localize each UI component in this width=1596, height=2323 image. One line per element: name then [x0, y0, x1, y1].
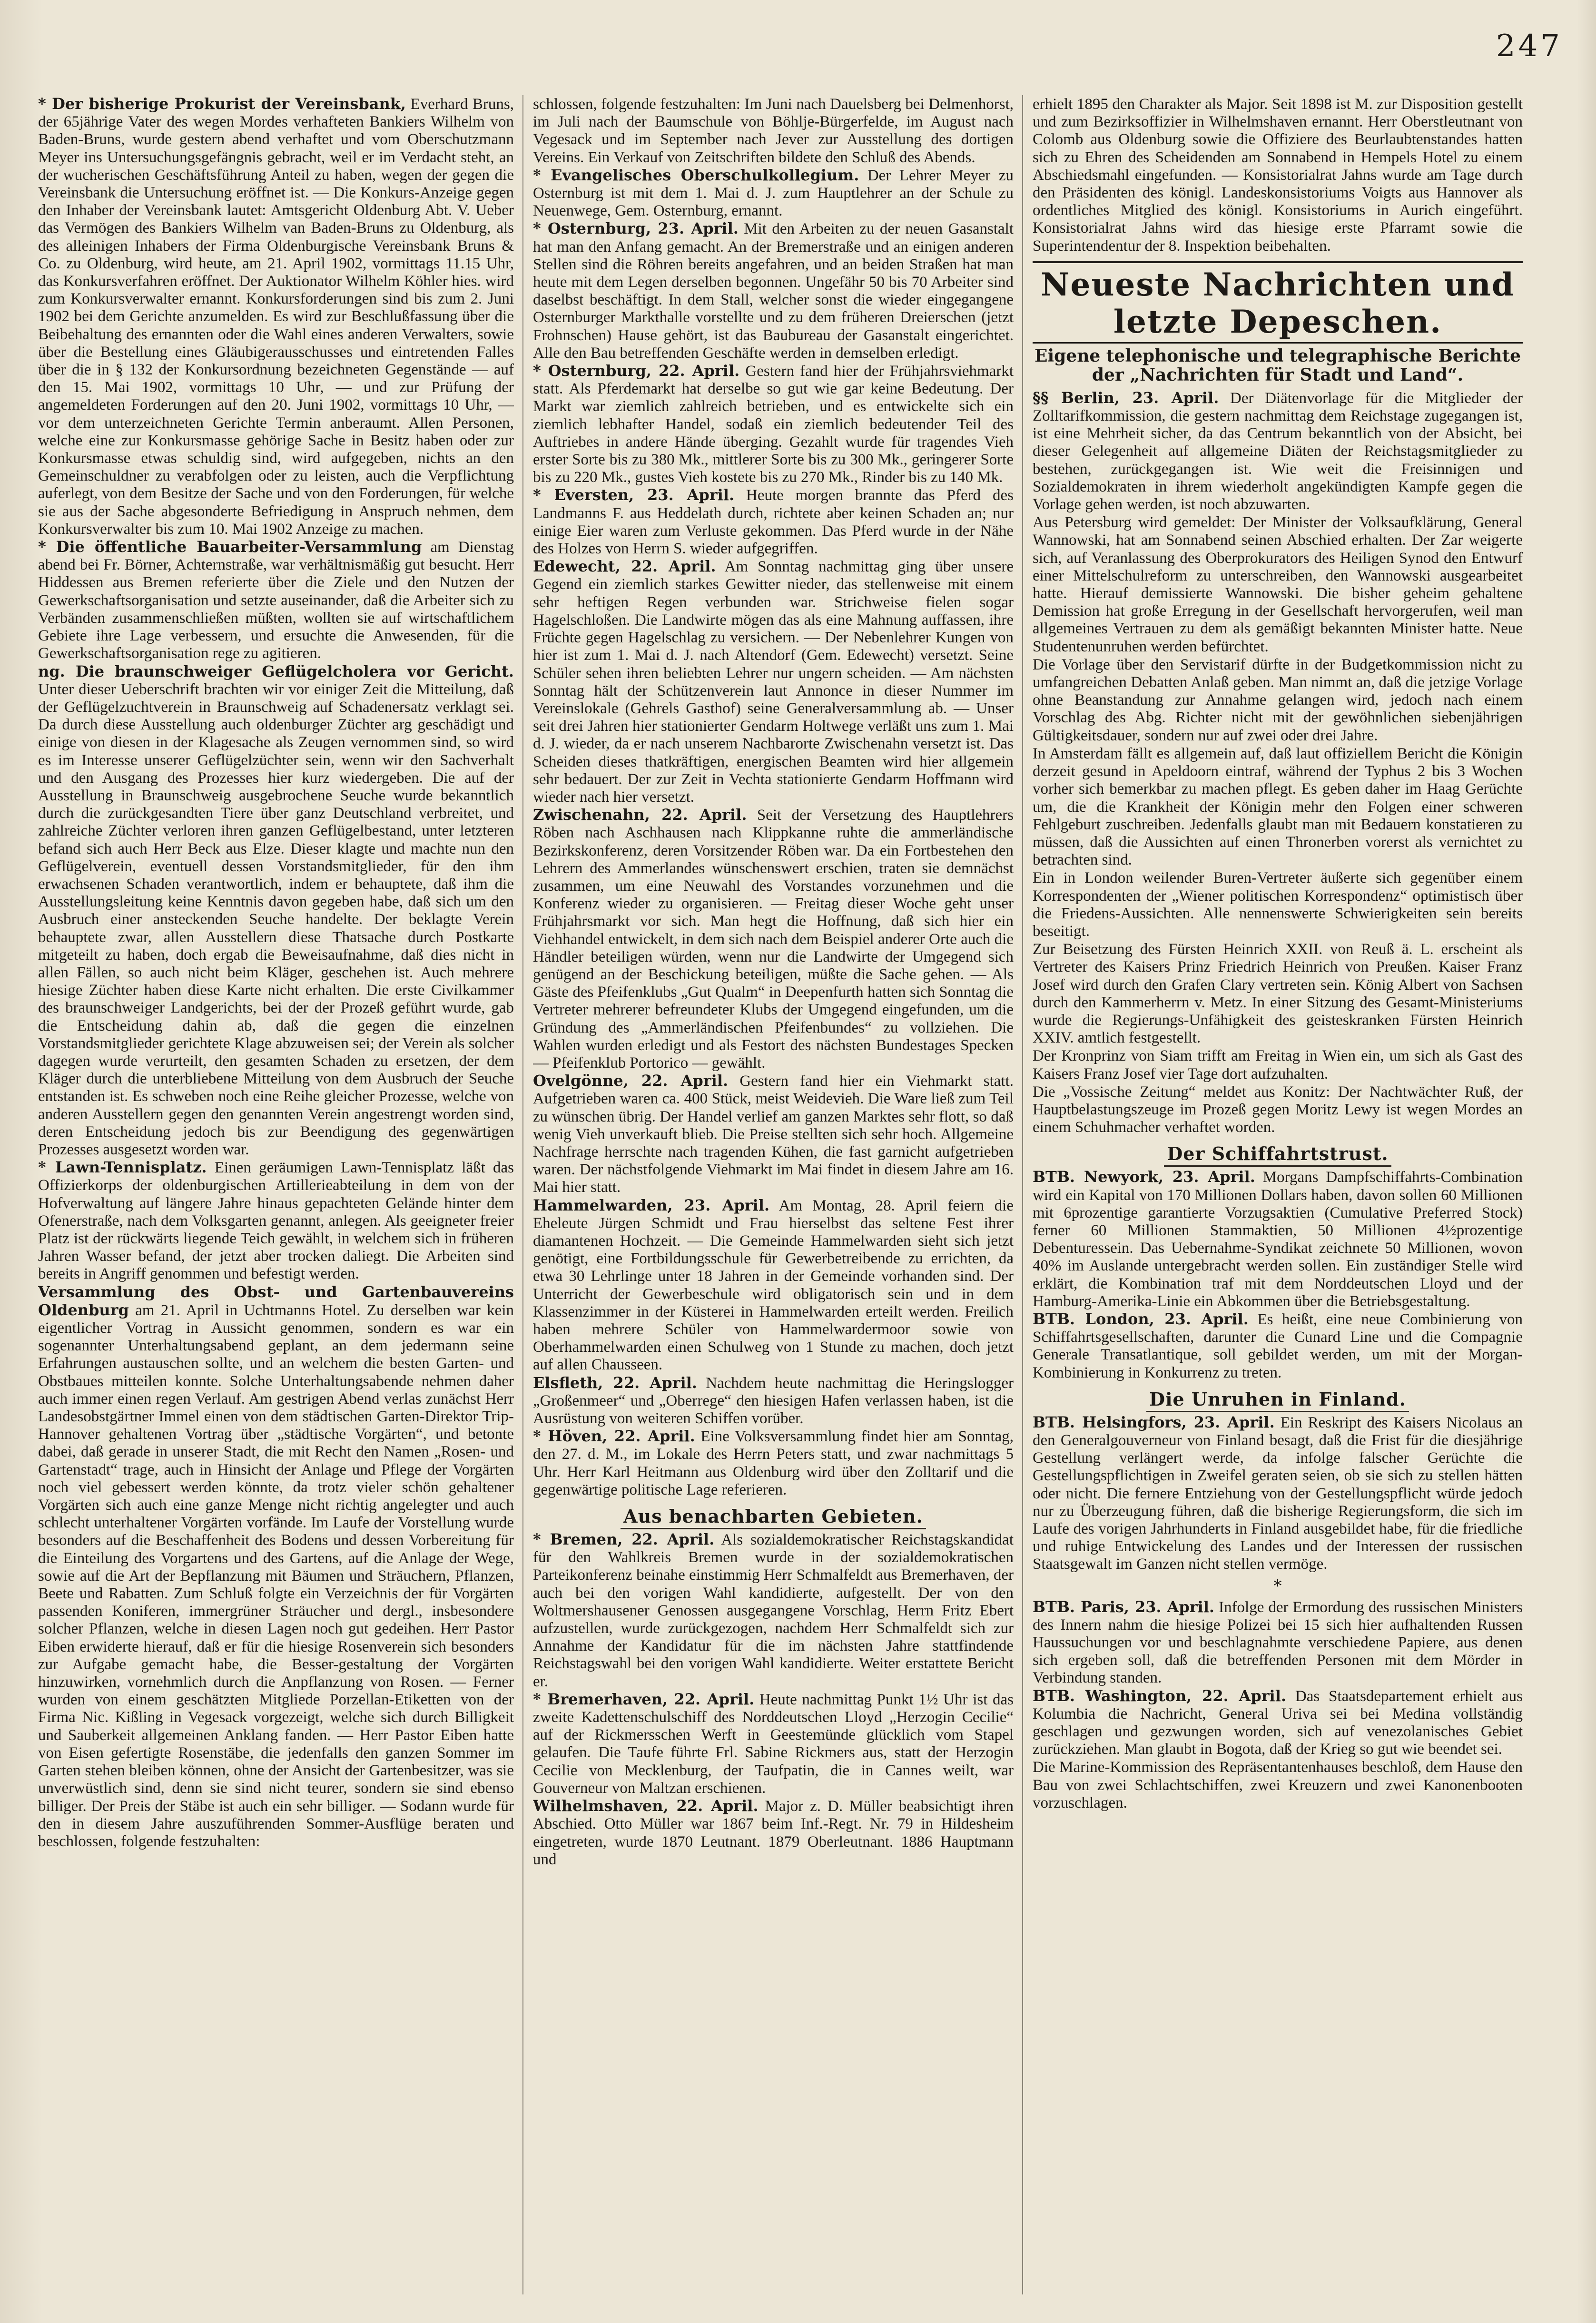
news-item	[1033, 1598, 1523, 1687]
article-head: Edewecht, 22. April.	[533, 557, 716, 576]
news-head: BTB. Paris, 23. April.	[1033, 1597, 1215, 1616]
news-text: Die Vorlage über den Servistarif dürfte in der Budgetkommission nicht zu umfangreichen Debatten Anlaß geben. Man nimmt an, daß die jetzige Vorlage ohne Beanstandung zur Annahme gelangen wird, jedoch nach einem Vorschlag des Abg. Richter nicht mit der gewöhnlichen siebenjährigen Gültigkeitsdauer, sondern nur auf zwei oder drei Jahre.	[1033, 656, 1523, 744]
news-item	[1033, 1414, 1523, 1574]
article-text: Gestern fand hier der Frühjahrsviehmarkt statt. Als Pferdemarkt hat derselbe so gut wie gar keine Bedeutung. Der Markt war ziemlich zahlreich betrieben, und es entwickelte sich ein ziemlich lebhafter Handel, sodaß ein ziemlich bedeutender Teil des Auftriebes in andere Hände überging. Gezahlt wurde für tragendes Vieh erster Sorte bis zu 380 Mk., mittlerer Sorte bis zu 300 Mk., geringerer Sorte bis zu 220 Mk., gustes Vieh kostete bis zu 270 Mk., Rinder bis zu 140 Mk.	[533, 363, 1014, 486]
news-item	[1033, 745, 1523, 869]
article	[38, 1159, 514, 1283]
article-text: Seit der Versetzung des Hauptlehrers Röben nach Aschhausen nach Klippkanne ruhte die ammerländische Bezirkskonferenz, deren Vorsitzender Röben war. Da ein Fortbestehen den Lehrern des Ammerlandes wünschenswert erschien, traten sie demnächst zusammen, um eine Neuwahl des Vorstandes vorzunehmen und die Konferenz wieder zu organisieren. — Freitag dieser Woche geht unser Frühjahrsmarkt vor sich. Man hegt die Hoffnung, daß sich hier ein Viehhandel entwickelt, in dem sich nach dem Beispiel anderer Orte auch die Händler beteiligen würden, wenn nur die Landwirte der Umgegend sich genügend an der Beschickung beteiligen, müßte die Sache gehen. — Als Gäste des Pfeifenklubs „Gut Qualm“ in Deepenfurth hatten sich Sonntag die Vertreter mehrerer befreundeter Klubs der Umgegend eingefunden, um die Gründung des „Ammerländischen Pfeifenbundes“ zu vollziehen. Die Wahlen wurden erledigt und als Festort des nächsten Bundestages Specken — Pfeifenklub Portorico — gewählt.	[533, 807, 1014, 1072]
news-item	[1033, 940, 1523, 1047]
news-item	[1033, 656, 1523, 745]
article-head: * Der bisherige Prokurist der Vereinsbank,	[38, 95, 406, 113]
news-text: Der Kronprinz von Siam trifft am Freitag in Wien ein, um sich als Gast des Kaisers Franz Josef vier Tage dort aufzuhalten.	[1033, 1047, 1523, 1083]
article-text: Als sozialdemokratischer Reichstagskandidat für den Wahlkreis Bremen wurde in der sozialdemokratischen Parteikonferenz beinahe einstimmig Herr Schmalfeldt aus Bremerhaven, der auch bei den vorigen Wahl kandidierte, aufgestellt. Der von den Woltmershausener Genossen ausgegangene Vorschlag, Herrn Fritz Ebert aufzustellen, wurde zurückgezogen, nachdem Herr Schmalfeldt sich zur Annahme der Kandidatur für die im nächsten Jahre stattfindende Reichstagswahl bei den vorigen Wahl kandidierte. Weiter erstattete Bericht er.	[533, 1531, 1014, 1690]
news-head: BTB. Helsingfors, 23. April.	[1033, 1413, 1275, 1431]
article	[533, 806, 1014, 1072]
article	[533, 1531, 1014, 1691]
news-head: BTB. Newyork, 23. April.	[1033, 1168, 1255, 1186]
article	[533, 167, 1014, 220]
news-head: BTB. London, 23. April.	[1033, 1309, 1249, 1328]
article-head: * Bremen, 22. April.	[533, 1530, 715, 1549]
article-text: Heute morgen brannte das Pferd des Landmanns F. aus Heddelath durch, richtete aber keinen Schaden an; nur einige Eier waren zum Verluste gekommen. Das Pferd wurde in der Nähe des Holzes von Herrn S. wieder aufgegriffen.	[533, 487, 1014, 558]
news-text: Aus Petersburg wird gemeldet: Der Minister der Volksaufklärung, General Wannowski, hat am Sonnabend seinen Abschied erhalten. Der Zar weigerte sich, auf Veranlassung des Oberprokurators des Heiligen Synod den Entwurf einer Mittelschulreform zu unterschreiben, den Wannowski ausgearbeitet hatte. Hierauf demissierte Wannowski. Die bisher geheim gehaltene Demission hat große Erregung in der Gesellschaft hervorgerufen, weil man allgemeines Vertrauen zu dem als gemäßigt bekannten Minister hatte. Neue Studentenunruhen werden befürchtet.	[1033, 514, 1523, 655]
news-text: Es heißt, eine neue Combinierung von Schiffahrtsgesellschaften, darunter die Cunard Line und die Compagnie Generale Transatlantique, soll gebildet werden, um mit der Morgan-Kombinierung in Konkurrenz zu treten.	[1033, 1310, 1523, 1381]
article	[533, 220, 1014, 362]
news-text: Ein in London weilender Buren-Vertreter äußerte sich gegenüber einem Korrespondenten der „Wiener politischen Korrespondenz“ optimistisch über die Friedens-Aussichten. Alle nennenswerte Schwierigkeiten sein bereits beseitigt.	[1033, 869, 1523, 940]
separator-asterisk: *	[1273, 1576, 1282, 1595]
article-text: Einen geräumigen Lawn-Tennisplatz läßt das Offizierkorps der oldenburgischen Artillerieabteilung in dem von der Hofverwaltung auf längere Jahre hinaus gepachteten Gelände hinter dem Ofenerstraße, nach dem Volksgarten genannt, anlegen. Als geeigneter freier Platz ist der rückwärts liegende Teich gewählt, in welchem sich in früheren Jahren Wasser befand, der jetzt aber trocken daliegt. Die Arbeiten sind bereits in Angriff genommen und befestigt werden.	[38, 1159, 514, 1283]
article-text: Everhard Bruns, der 65jährige Vater des wegen Mordes verhafteten Bankiers Wilhelm von Baden-Bruns, wurde gestern abend verhaftet und vom Oberschutzmann Meyer ins Untersuchungsgefängnis gebracht, weil er im Verdacht steht, an der wucherischen Geschäftsführung Anteil zu haben, wegen der gegen die Vereinsbank die Untersuchung eröffnet ist. — Die Konkurs-Anzeige gegen den Inhaber der Vereinsbank lautet: Amtsgericht Oldenburg Abt. V. Ueber das Vermögen des Bankiers Wilhelm van Baden-Bruns zu Oldenburg, als des alleinigen Inhabers der Firma Oldenburgische Vereinsbank Bruns & Co. zu Oldenburg, wird heute, am 21. April 1902, vormittags 11.15 Uhr, das Konkursverfahren eröffnet. Der Auktionator Wilhelm Köhler hies. wird zum Konkursverwalter ernannt. Konkursforderungen sind bis zum 2. Juni 1902 bei dem Gerichte anzumelden. Es wird zur Beschlußfassung über die Beibehaltung des ernannten oder die Wahl eines anderen Verwalters, sowie über die Bestellung eines Gläubigerausschusses und eintretenden Falles über die in § 132 der Konkursordnung bezeichneten Gegenstände — auf den 15. Mai 1902, vormittags 10 Uhr, — und zur Prüfung der angemeldeten Forderungen auf den 20. Juni 1902, vormittags 10 Uhr, — vor dem unterzeichneten Gerichte Termin anberaumt. Allen Personen, welche eine zur Konkursmasse gehörige Sache in Besitz haben oder zur Konkursmasse etwas schuldig sind, wird aufgegeben, nichts an den Gemeinschuldner zu verabfolgen oder zu leisten, auch die Verpflichtung auferlegt, von dem Besitze der Sache und von den Forderungen, für welche sie aus der Sache abgesonderte Befriedigung in Anspruch nehmen, dem Konkursverwalter bis zum 10. Mai 1902 Anzeige zu machen.	[38, 96, 514, 538]
article	[533, 362, 1014, 486]
column-1	[38, 95, 514, 2294]
article	[533, 486, 1014, 558]
page-edge-shading	[1577, 0, 1596, 2323]
article-head: Ovelgönne, 22. April.	[533, 1072, 729, 1090]
news-item	[1033, 869, 1523, 940]
banner-latest-news: Neueste Nachrichten und letzte Depeschen.	[1033, 261, 1523, 344]
article-head: Wilhelmshaven, 22. April.	[533, 1797, 759, 1815]
article	[38, 1283, 514, 1851]
article-head: * Die öffentliche Bauarbeiter-Versammlung	[38, 538, 422, 556]
article-text: Eine Volksversammlung findet hier am Sonntag, den 27. d. M., im Lokale des Herrn Peters statt, und zwar nachmittags 5 Uhr. Herr Karl Heitmann aus Oldenburg wird über den Zolltarif und die gegenwärtige politische Lage referieren.	[533, 1428, 1014, 1498]
article-head: Versammlung des Obst- und Gartenbauvereins Oldenburg	[38, 1282, 514, 1319]
article-text: Unter dieser Ueberschrift brachten wir vor einiger Zeit die Mitteilung, daß der Geflügelzuchtverein in Braunschweig auf Schadenersatz verklagt sei. Da durch diese Ausstellung auch oldenburger Züchter arg geschädigt und einige von diesen in der Klagesache als Zeugen vernommen sind, so wird es im Interesse unserer Geflügelzüchter sein, wenn wir den Sachverhalt und den Ausgang des Prozesses hier kurz wiedergeben. Die auf der Ausstellung in Braunschweig ausgebrochene Seuche wurde bekanntlich durch die zurückgesandten Tiere über ganz Deutschland verbreitet, und zahlreiche Züchter verloren ihren ganzen Geflügelbestand, unter letzteren befand sich auch Herr Beck aus Elze. Dieser klagte und machte nun den Geflügelverein, eventuell dessen Vorstandsmitglieder, für den ihm erwachsenen Schaden verantwortlich, indem er behauptete, daß ihm die Ausstellungsleitung keine Kenntnis davon gegeben habe, daß sich um den Ausbruch einer ansteckenden Seuche handelte. Der beklagte Verein behauptete zwar, allen Ausstellern diese Thatsache durch Postkarte mitgeteilt zu haben, doch ergab die Beweisaufnahme, daß dies nicht in allen Fällen, so auch nicht beim Kläger, geschehen ist. Auch mehrere hiesige Züchter haben diese Karte nicht erhalten. Die erste Civilkammer des braunschweiger Landgerichts, bei der der Prozeß geführt wurde, gab die Entscheidung dahin ab, daß die gegen die einzelnen Vorstandsmitglieder gerichtete Klage abzuweisen sei; der Verein als solcher dagegen wurde verurteilt, den gesamten Schaden zu ersetzen, der dem Kläger durch die unterbliebene Mitteilung von dem Ausbruch der Seuche entstanden ist. Es schweben noch eine Reihe gleicher Prozesse, welche von anderen Ausstellern gegen den genannten Verein angestrengt worden sind, deren Entscheidung jedoch bis zur Beendigung des gegenwärtigen Prozesses ausgesetzt worden war.	[38, 680, 514, 1158]
article-text: am 21. April in Uchtmanns Hotel. Zu derselben war kein eigentlicher Vortrag in Aussicht genommen, sondern es war ein sogenannter Unterhaltungsabend geplant, an dem jedermann seine Erfahrungen austauschen sollte, und an welchem die besten Garten- und Obstbaues mitteilen konnte. Solche Unterhaltungsabende nehmen daher auch immer einen regen Verlauf. Am gestrigen Abend verlas zunächst Herr Landesobstgärtner Immel einen von dem städtischen Garten-Direktor Trip-Hannover gehaltenen Vortrag über „städtische Vorgärten“, und betonte dabei, daß gerade in unserer Stadt, die mit Recht den Namen „Rosen- und Gartenstadt“ trage, auch in Hinsicht der Anlage und Pflege der Vorgärten noch viel gebessert werden könnte, da trotz vieler schön gehaltener Vorgärten sich auch eine ganze Menge nicht richtig angelegter und auch schlecht unterhaltener Vorgärten vorfände. Im Laufe der Vorstellung wurde besonders auf die Beschaffenheit des Bodens und dessen Vorbereitung für die Einteilung des Vorgartens und des Gartens, auf die Anlage der Wege, sowie auf die Art der Bepflanzung mit Bäumen und Sträuchern, Pflanzen, Beete und Rabatten. Zum Schluß folgte ein Verzeichnis der für Vorgärten passenden Koniferen, immergrüner Sträucher und dergl., insbesondere solcher Pflanzen, welche in diesen Lagen noch gut gedeihen. Herr Pastor Eiben erwiderte hierauf, daß er für die hiesige Rosenverein sich besonders zur Aufgabe gemacht habe, die Besser-gestaltung der Vorgärten hinzuwirken, vornehmlich durch die Anpflanzung von Rosen. — Ferner wurden von einem geschätzten Mitgliede Porzellan-Etiketten von der Firma Nic. Kißling in Vegesack vorgezeigt, welche sich durch Billigkeit und Sauberkeit allgemeinen Anklang fanden. — Herr Pastor Eiben hatte von Eisen gefertigte Rosenstäbe, die jedenfalls den ganzen Sommer im Garten stehen bleiben können, ohne der Ansicht der Gartenbesitzer, was sie unverwüstlich sind, denn sie sind nicht teurer, sondern sie sind ebenso billiger. Der Preis der Stäbe ist auch ein sehr billiger. — Sodann wurde für den in diesem Jahre auszuführenden Sommer-Ausflüge beraten und beschlossen, folgende festzuhalten:	[38, 1301, 514, 1850]
article-head: * Osternburg, 23. April.	[533, 219, 739, 238]
article-head: * Osternburg, 22. April.	[533, 362, 740, 380]
news-item	[1033, 1758, 1523, 1812]
article-head: * Lawn-Tennisplatz.	[38, 1158, 207, 1177]
article-text: am Dienstag abend bei Fr. Börner, Achternstraße, war verhältnismäßig gut besucht. Herr Hiddessen aus Bremen referierte über die Ziele und den Nutzen der Gewerkschaftsorganisation und setzte auseinander, daß die Arbeiter sich zu Verbänden zusammenschließen müßten, wollten sie auf wirtschaftlichem Gebiete ihre Lage verbessern, und ersuchte die Anwesenden, für die Gewerkschaftsorganisation rege zu agitieren.	[38, 539, 514, 662]
article	[533, 1197, 1014, 1374]
article-text: Der Lehrer Meyer zu Osternburg ist mit dem 1. Mai d. J. zum Hauptlehrer an der Schule zu Neuenwege, Gem. Osternburg, ernannt.	[533, 167, 1014, 220]
article	[533, 1427, 1014, 1499]
article-text: erhielt 1895 den Charakter als Major. Seit 1898 ist M. zur Disposition gestellt und zum Bezirksoffizier in Wilhelmshaven ernannt. Herr Oberstleutnant von Colomb aus Oldenburg sowie die Offiziere des Beurlaubtenstandes hatten sich zu Ehren des Scheidenden am Sonnabend in Hempels Hotel zu einem Abschiedsmahl eingefunden. — Konsistorialrat Jahns wurde am Tage durch den Präsidenten des königl. Landeskonsistoriums Voigts aus Hannover als ordentliches Mitglied des königl. Konsistoriums in Aurich eingeführt. Konsistorialrat Jahns wird das hiesige erste Pfarramt sowie die Superintendentur der 8. Inspektion beibehalten.	[1033, 96, 1523, 255]
article-head: Zwischenahn, 22. April.	[533, 806, 747, 824]
section-heading-trust: Der Schiffahrtstrust.	[1033, 1143, 1523, 1164]
banner-subtitle: Eigene telephonische und telegraphische Berichte der „Nachrichten für Stadt und Land“.	[1034, 345, 1521, 385]
news-text: Die „Vossische Zeitung“ meldet aus Konitz: Der Nachtwächter Ruß, der Hauptbelastungszeuge im Prozeß gegen Moritz Lewy ist wegen Mordes an einem Schuhmacher verhaftet worden.	[1033, 1083, 1523, 1136]
article-head: * Bremerhaven, 22. April.	[533, 1690, 755, 1708]
news-text: In Amsterdam fällt es allgemein auf, daß laut offiziellem Bericht die Königin derzeit gesund in Apeldoorn eintraf, während der Typhus 2 bis 3 Wochen vorher sich bemerkbar zu machen pflegt. Es geben daher im Haag Gerüchte um, die die Krankheit der Königin mehr den Folgen einer schweren Fehlgeburt zuschreiben. Jedenfalls glaubt man mit Bedauern konstatieren zu müssen, daß die Aussichten auf einen Thronerben vorerst als vernichtet zu betrachten sind.	[1033, 745, 1523, 869]
news-item	[1033, 513, 1523, 656]
article-text: Heute nachmittag Punkt 1½ Uhr ist das zweite Kadettenschulschiff des Norddeutschen Lloyd „Herzogin Cecilie“ auf der Rickmersschen Werft in Geestemünde glücklich vom Stapel gelaufen. Die Taufe führte Frl. Sabine Rickmers aus, statt der Herzogin Cecilie von Mecklenburg, der Taufpatin, die in Cannes weilt, war Gouverneur von Maltzan erschienen.	[533, 1691, 1014, 1797]
article-head: * Höven, 22. April.	[533, 1427, 695, 1446]
news-text: Die Marine-Kommission des Repräsentantenhauses beschloß, dem Hause den Bau von zwei Schlachtschiffen, zwei Kreuzern und zwei Kanonenbooten vorzuschlagen.	[1033, 1759, 1523, 1811]
article-text: Nachdem heute nachmittag die Heringslogger „Großenmeer“ und „Oberrege“ den hiesigen Hafen verlassen haben, ist die Ausrüstung von weiteren Schiffen vorüber.	[533, 1374, 1014, 1427]
article	[1033, 95, 1523, 255]
column-3	[1033, 95, 1523, 2294]
article	[38, 95, 514, 538]
article-text: Mit den Arbeiten zu der neuen Gasanstalt hat man den Anfang gemacht. An der Bremerstraße und an einigen anderen Stellen sind die Röhren bereits angefahren, und an beiden Straßen hat man heute mit dem Legen derselben begonnen. Ungefähr 50 bis 70 Arbeiter sind daselbst beschäftigt. In dem Stall, welcher sonst die wieder eingegangene Osternburger Markthalle vorstellte und zu dem früheren Dreierschen (jetzt Frohnschen) Hause gehört, ist das Baubureau der Gasanstalt eingerichtet. Alle den Bau betreffenden Geschäfte werden in demselben erledigt.	[533, 220, 1014, 362]
article-text: Gestern fand hier ein Viehmarkt statt. Aufgetrieben waren ca. 400 Stück, meist Weidevieh. Die Ware ließ zum Teil zu wünschen übrig. Der Handel verlief am ganzen Marktes sehr flott, so daß wenig Vieh unverkauft blieb. Die Preise stellten sich sehr hoch. Allgemeine Nachfrage herrschte nach tragenden Kühen, die fast garnicht aufgetrieben waren. Der nächstfolgende Viehmarkt im Mai findet in diesem Jahre am 16. Mai hier statt.	[533, 1073, 1014, 1196]
article	[533, 558, 1014, 806]
news-item	[1033, 389, 1523, 513]
column-2	[533, 95, 1014, 2294]
news-item	[1033, 1687, 1523, 1759]
article-head: * Eversten, 23. April.	[533, 486, 735, 504]
news-text: Infolge der Ermordung des russischen Ministers des Innern nahm die hiesige Polizei bei 15 sich hier aufhaltenden Russen Haussuchungen vor und beschlagnahmte verschiedene Papiere, aus denen sich ergeben soll, daß die betreffenden Personen mit dem Mörder in Verbindung standen.	[1033, 1598, 1523, 1687]
article-head: ng. Die braunschweiger Geflügelcholera vor Gericht.	[38, 662, 514, 680]
article-text: Major z. D. Müller beabsichtigt ihren Abschied. Otto Müller war 1867 beim Inf.-Regt. Nr. 79 in Hildesheim eingetreten, wurde 1870 Leutnant. 1879 Oberleutnant. 1886 Hauptmann und	[533, 1798, 1014, 1868]
article-head: Elsfleth, 22. April.	[533, 1373, 697, 1392]
news-text: Zur Beisetzung des Fürsten Heinrich XXII. von Reuß ä. L. erscheint als Vertreter des Kaisers Prinz Friedrich Heinrich von Preußen. Kaiser Franz Josef wird durch den Grafen Clary vertreten sein. König Albert von Sachsen durch den Kammerherrn v. Metz. In einer Sitzung des Gesamt-Ministeriums wurde die Regierungs-Unfähigkeit des geisteskranken Fürsten Heinrich XXIV. amtlich festgestellt.	[1033, 941, 1523, 1047]
article-head: * Evangelisches Oberschulkollegium.	[533, 166, 859, 184]
news-item	[1033, 1168, 1523, 1310]
article-head: Hammelwarden, 23. April.	[533, 1196, 770, 1214]
column-rule-2	[1022, 95, 1023, 2294]
article-text: schlossen, folgende festzuhalten: Im Juni nach Dauelsberg bei Delmenhorst, im Juli nach der Baumschule von Böhlje-Bürgerfelde, im August nach Vegesack und im September nach Jever zur Ausstellung des dortigen Vereins. Ein Verkauf von Zeitschriften bildete den Schluß des Abends.	[533, 96, 1014, 166]
news-item	[1033, 1047, 1523, 1083]
news-head: §§ Berlin, 23. April.	[1033, 388, 1219, 407]
column-rule-1	[522, 95, 523, 2294]
news-text: Der Diätenvorlage für die Mitglieder der Zolltarifkommission, die gestern nachmittag dem Reichstage zugegangen ist, ist eine Mehrheit sicher, da das Centrum bekanntlich von der Absicht, bei dieser Gelegenheit auf allgemeine Diäten der Reichstagsmitglieder zu bestehen, zurückgegangen ist. Wie weit die Freisinnigen und Sozialdemokraten in ihrem wiederholt angekündigten Kampfe gegen die Vorlage gehen werden, ist noch abzuwarten.	[1033, 389, 1523, 513]
article-text: Am Sonntag nachmittag ging über unsere Gegend ein ziemlich starkes Gewitter nieder, das stellenweise mit einem sehr heftigen Regen verbunden war. Strichweise fielen sogar Hagelschloßen. Die Landwirte mögen das als eine Mahnung auffassen, ihre Früchte gegen Hagelschlag zu versichern. — Der Nebenlehrer Kungen von hier ist zum 1. Mai d. J. nach Altendorf (Gem. Edewecht) versetzt. Seine Schüler sehen ihren beliebten Lehrer nur ungern scheiden. — Am nächsten Sonntag hält der Schützenverein laut Annonce in dieser Nummer im Vereinslokale (Gehrels Gasthof) seine Generalversammlung ab. — Unser seit drei Jahren hier stationierter Gendarm Holtwege verläßt uns zum 1. Mai d. J. wieder, da er nach unserem Nachbarorte Zwischenahn versetzt ist. Das Scheiden dieses thatkräftigen, energischen Beamten wird hier allgemein sehr bedauert. Der zur Zeit in Vechta stationierte Gendarm Hoffmann wird wieder nach hier versetzt.	[533, 558, 1014, 806]
article	[533, 95, 1014, 167]
news-item	[1033, 1310, 1523, 1382]
news-item	[1033, 1083, 1523, 1137]
news-head: BTB. Washington, 22. April.	[1033, 1686, 1287, 1705]
article	[38, 663, 514, 1159]
article-text: Am Montag, 28. April feiern die Eheleute Jürgen Schmidt und Frau hierselbst das seltene Fest ihrer diamantenen Hochzeit. — Die Gemeinde Hammelwarden sieht sich jetzt genötigt, eine Fortbildungsschule für Gewerbetreibende zu errichten, da etwa 30 Lehrlinge unter 18 Jahren in der Gemeinde vorhanden sind. Der Unterricht der Gewerbeschule wird obligatorisch sein und in dem Klassenzimmer in der Küsterei in Hammelwarden erteilt werden. Freilich haben mehrere Schüler von Hammelwardermoor sowie von Oberhammelwarden einen Schulweg von 1 Stunde zu machen, doch jetzt auf allen Chausseen.	[533, 1197, 1014, 1374]
news-text: Das Staatsdepartement erhielt aus Kolumbia die Nachricht, General Uriva sei bei Medina vollständig geschlagen und gezwungen worden, sich auf venezolanisches Gebiet zurückziehen. Man glaubt in Bogota, daß der Krieg so gut wie beendet sei.	[1033, 1687, 1523, 1758]
article	[38, 538, 514, 662]
article	[533, 1797, 1014, 1869]
article	[533, 1691, 1014, 1797]
news-text: Morgans Dampfschiffahrts-Combination wird ein Kapital von 170 Millionen Dollars haben, davon sollen 60 Millionen mit 6prozentige garantierte Vorzugsaktien (Cumulative Preferred Stock) ferner 60 Millionen Stammaktien, 50 Millionen 4½prozentige Debenturessein. Das Uebernahme-Syndikat zeichnete 50 Millionen, wovon 40% im Auslande untergebracht werden sollen. Ein zuständiger Stelle wird erklärt, die Kombination traf mit dem Norddeutschen Lloyd und der Hamburg-Amerika-Linie ein Abkommen über die Betriebsgestaltung.	[1033, 1169, 1523, 1310]
article	[533, 1072, 1014, 1196]
article	[533, 1374, 1014, 1428]
section-heading-finland: Die Unruhen in Finland.	[1033, 1388, 1523, 1410]
page-number: 247	[1496, 29, 1563, 64]
section-heading-neighboring: Aus benachbarten Gebieten.	[533, 1506, 1014, 1527]
news-text: Ein Reskript des Kaisers Nicolaus an den Generalgouverneur von Finland besagt, daß die Frist für die diesjährige Gestellung verlängert werde, da infolge falscher Gerüchte die Gestellungspflichtigen in Zweifel geraten seien, ob sie sich zu stellen hätten oder nicht. Die fernere Entziehung von der Gestellungspflicht würde jedoch nur zu Überzeugung führen, daß die bisherige Regierungsform, die sich im Laufe des vorigen Jahrhunderts in Finland ausgebildet habe, für die friedliche und ruhige Entwickelung des Landes und der Interessen der russischen Staatsgewalt im Ganzen nicht stellen vermöge.	[1033, 1414, 1523, 1573]
